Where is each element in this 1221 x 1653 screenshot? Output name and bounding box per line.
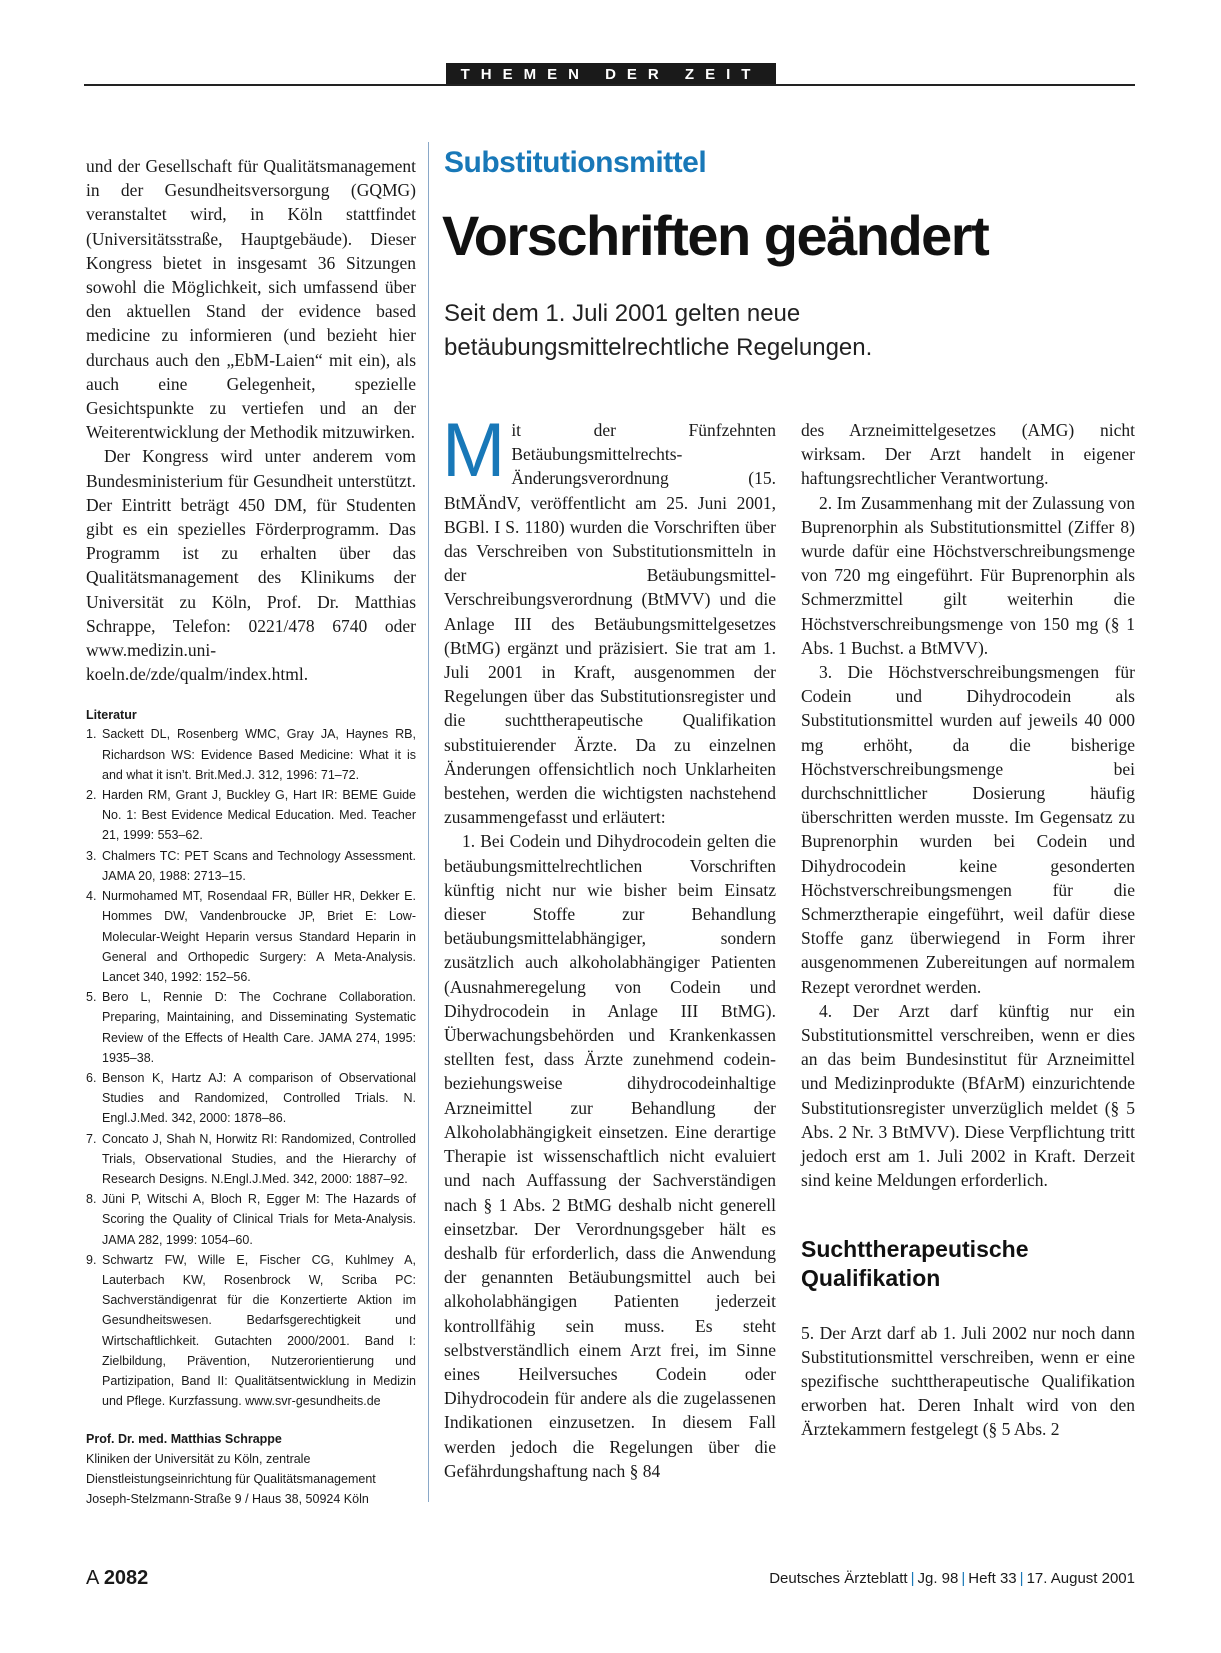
right-paragraph-1: des Arzneimittelgesetzes (AMG) nicht wirksam. Der Arzt handelt in eigener haftungsrechtlicher Verantwortung. bbox=[801, 420, 1135, 489]
literature-text: Schwartz FW, Wille E, Fischer CG, Kuhlmey A, Lauterbach KW, Rosenbrock W, Scriba PC: Sachverständigenrat für die Konzertierte Aktion im Gesundheitswesen. Bedarfsgerechtigkeit und Wirtschaftlichkeit. Gutachten 2000/2001. Band I: Zielbildung, Prävention, Nutzerorientierung und Partizipation, Band II: Qualitätsentwicklung in Medizin und Pflege. Kurzfassung. www.svr-gesundheits.de bbox=[102, 1252, 416, 1409]
literature-text: Nurmohamed MT, Rosendaal FR, Büller HR, Dekker E. Hommes DW, Vandenbroucke JP, Briet E: Low-Molecular-Weight Heparin versus Standard Heparin in General and Orthopedic Surgery: A Meta-Analysis. Lancet 340, 1992: 152–56. bbox=[102, 889, 416, 984]
right-paragraph-4: 4. Der Arzt darf künftig nur ein Substitutionsmittel verschreiben, wenn er dies an das beim Bundesinstitut für Arzneimittel und Medizinprodukte (BfArM) einzurichtende Substitutionsregister unverzüglich meldet (§ 5 Abs. 2 Nr. 3 BtMVV). Diese Verpflichtung tritt jedoch erst am 1. Juli 2002 in Kraft. Derzeit sind keine Meldungen erforderlich. bbox=[801, 1000, 1135, 1191]
literature-number: 1. bbox=[86, 727, 97, 742]
literature-item bbox=[86, 1250, 416, 1412]
left-body-text bbox=[86, 154, 416, 686]
page-prefix: A bbox=[86, 1567, 99, 1589]
separator: | bbox=[1019, 1570, 1024, 1587]
left-paragraph-1: und der Gesellschaft für Qualitätsmanagement in der Gesundheitsversorgung (GQMG) veranstaltet wird, in Köln stattfindet (Universitätsstraße, Hauptgebäude). Dieser Kongress bietet in insgesamt 36 Sitzungen sowohl die Möglichkeit, sich umfassend über den aktuellen Stand der evidence based medicine zu informieren (und bezieht hier durchaus auch den „EbM-Laien“ mit ein), als auch eine Gelegenheit, spezielle Gesichtspunkte zu vertiefen und an der Weiterentwicklung der Methodik mitzuwirken. bbox=[86, 156, 416, 443]
literature-number: 8. bbox=[86, 1192, 97, 1207]
drop-cap: M bbox=[442, 408, 506, 493]
journal-volume: Jg. 98 bbox=[917, 1570, 959, 1587]
mid-paragraph-2: 1. Bei Codein und Dihydrocodein gelten die betäubungsmittelrechtlichen Vorschriften künftig nicht nur wie bisher beim Einsatz dieser Stoffe zur Behandlung betäubungsmittelabhängiger, sondern zusätzlich auch alkoholabhängiger Patienten (Ausnahmeregelung von Codein und Dihydrocodein in Anlage III BtMG). Überwachungsbehörden und Krankenkassen stellten fest, dass Ärzte zunehmend codein- beziehungsweise dihydrocodeinhaltige Arzneimittel zur Behandlung der Alkoholabhängigkeit einsetzen. Eine derartige Therapie ist wissenschaftlich nicht evaluiert und nach Auffassung der Sachverständigen nach § 1 Abs. 2 BtMG deshalb nicht generell einsetzbar. Der Verordnungsgeber hält es deshalb für erforderlich, dass die Anwendung der genannten Betäubungsmittel auch bei alkoholabhängigen Patienten jederzeit kontrollfähig sein muss. Es steht selbstverständlich einem Arzt frei, im Sinne eines Heilversuches Codein oder Dihydrocodein für andere als die zugelassenen Indikationen einzusetzen. In diesem Fall werden jedoch die Regelungen über die Gefährdungshaftung nach § 84 bbox=[444, 831, 776, 1481]
literature-text: Sackett DL, Rosenberg WMC, Gray JA, Haynes RB, Richardson WS: Evidence Based Medicine: What it is and what it isn’t. Brit.Med.J. 312, 1996: 71–72. bbox=[102, 727, 416, 782]
literature-text: Harden RM, Grant J, Buckley G, Hart IR: BEME Guide No. 1: Best Evidence Medical Education. Med. Teacher 21, 1999: 553–62. bbox=[102, 788, 416, 843]
literature-heading: Literatur bbox=[86, 708, 137, 723]
literature-item bbox=[86, 846, 416, 886]
literature-number: 4. bbox=[86, 889, 97, 904]
section-banner: THEMEN DER ZEIT bbox=[446, 63, 776, 86]
literature-text: Benson K, Hartz AJ: A comparison of Observational Studies and Randomized, Controlled Trials. N. Engl.J.Med. 342, 2000: 1878–86. bbox=[102, 1070, 416, 1126]
separator: | bbox=[961, 1570, 966, 1587]
page-number-value: 2082 bbox=[103, 1567, 149, 1589]
literature-item bbox=[86, 1129, 416, 1190]
left-paragraph-2: Der Kongress wird unter anderem vom Bundesministerium für Gesundheit unterstützt. Der Eintritt beträgt 450 DM, für Studenten gibt es ein spezielles Förderprogramm. Das Programm ist zu erhalten über das Qualitätsmanagement des Klinikums der Universität zu Köln, Prof. Dr. Matthias Schrappe, Telefon: 0221/478 6740 oder www.medizin.uni-koeln.de/zde/qualm/index.html. bbox=[86, 446, 416, 685]
literature-item bbox=[86, 987, 416, 1068]
article-kicker: Substitutionsmittel bbox=[444, 146, 707, 179]
literature-text: Jüni P, Witschi A, Bloch R, Egger M: The Hazards of Scoring the Quality of Clinical Trials for Meta-Analysis. JAMA 282, 1999: 1054–60. bbox=[102, 1192, 416, 1247]
literature-number: 7. bbox=[86, 1131, 97, 1146]
article-lead: Seit dem 1. Juli 2001 gelten neue betäubungsmittelrechtliche Regelungen. bbox=[444, 300, 873, 361]
literature-number: 6. bbox=[86, 1070, 97, 1085]
literature-number: 3. bbox=[86, 848, 97, 863]
author-address: Joseph-Stelzmann-Straße 9 / Haus 38, 50924 Köln bbox=[86, 1492, 369, 1507]
middle-column bbox=[442, 408, 776, 1483]
literature-item bbox=[86, 1068, 416, 1129]
journal-info bbox=[769, 1570, 1135, 1587]
right-column bbox=[801, 418, 1135, 1442]
left-column bbox=[86, 154, 416, 1509]
literature-text: Bero L, Rennie D: The Cochrane Collaboration. Preparing, Maintaining, and Disseminating Systematic Review of the Effects of Health Care. JAMA 274, 1995: 1935–38. bbox=[102, 990, 416, 1065]
literature-text: Chalmers TC: PET Scans and Technology Assessment. JAMA 20, 1988: 2713–15. bbox=[102, 848, 416, 883]
separator: | bbox=[910, 1570, 915, 1587]
article-title: Vorschriften geändert bbox=[442, 204, 989, 267]
literature-item bbox=[86, 724, 416, 785]
right-paragraph-2: 2. Im Zusammenhang mit der Zulassung von Buprenorphin als Substitutionsmittel (Ziffer 8) wurde dafür eine Höchstverschreibungsmenge von 720 mg eingeführt. Für Buprenorphin als Schmerzmittel gilt weiterhin die Höchstverschreibungsmenge von 150 mg (§ 1 Abs. 1 Buchst. a BtMVV). bbox=[801, 492, 1135, 658]
right-paragraph-3: 3. Die Höchstverschreibungsmengen für Codein und Dihydrocodein als Substitutionsmittel wurden auf jeweils 40 000 mg erhöht, da die bisherige Höchstverschreibungsmenge bei durchschnittlicher Dosierung häufig überschritten werden musste. Im Gegensatz zu Buprenorphin wurden bei Codein und Dihydrocodein keine gesonderten Höchstverschreibungsmengen für die Schmerztherapie eingeführt, weil dafür diese Stoffe ganz überwiegend in Form ihrer ausgenommenen Zubereitungen auf normalem Rezept verordnet werden. bbox=[801, 662, 1135, 997]
column-divider bbox=[428, 142, 429, 1502]
literature-list bbox=[86, 724, 416, 1411]
journal-name: Deutsches Ärzteblatt bbox=[769, 1570, 908, 1587]
author-name: Prof. Dr. med. Matthias Schrappe bbox=[86, 1432, 282, 1447]
header-rule bbox=[84, 84, 1135, 86]
section-subheading: Suchttherapeutische Qualifikation bbox=[801, 1235, 1029, 1291]
author-affiliation: Kliniken der Universität zu Köln, zentrale Dienstleistungseinrichtung für Qualitätsmanagement bbox=[86, 1452, 376, 1487]
journal-issue: Heft 33 bbox=[968, 1570, 1017, 1587]
page-number bbox=[86, 1567, 148, 1590]
journal-date: 17. August 2001 bbox=[1026, 1570, 1135, 1587]
literature-text: Concato J, Shah N, Horwitz RI: Randomized, Controlled Trials, Observational Studies, and the Hierarchy of Research Designs. N.Engl.J.Med. 342, 2000: 1887–92. bbox=[102, 1131, 416, 1186]
author-block bbox=[86, 1429, 416, 1509]
right-paragraph-5: 5. Der Arzt darf ab 1. Juli 2002 nur noch dann Substitutionsmittel verschreiben, wenn er eine spezifische suchttherapeutische Qualifikation erworben hat. Deren Inhalt wird von den Ärztekammern festgelegt (§ 5 Abs. 2 bbox=[801, 1322, 1135, 1440]
literature-item bbox=[86, 1189, 416, 1250]
literature-item bbox=[86, 886, 416, 987]
mid-paragraph-1 bbox=[442, 408, 776, 829]
mid-paragraph-1-text: it der Fünfzehnten Betäubungsmittelrechts-Änderungsverordnung (15. BtMÄndV, veröffentlicht am 25. Juni 2001, BGBl. I S. 1180) wurden die Vorschriften über das Verschreiben von Substitutionsmitteln in der Betäubungsmittel-Verschreibungsverordnung (BtMVV) und die Anlage III des Betäubungsmittelgesetzes (BtMG) ergänzt und präzisiert. Sie trat am 1. Juli 2001 in Kraft, ausgenommen der Regelungen über das Substitutionsregister und die suchttherapeutische Qualifikation substituierender Ärzte. Da zu einzelnen Änderungen offensichtlich noch Unklarheiten bestehen, werden die wichtigsten nachstehend zusammengefasst und erläutert: bbox=[444, 420, 776, 828]
literature-number: 9. bbox=[86, 1252, 97, 1267]
literature-number: 2. bbox=[86, 788, 97, 803]
literature-number: 5. bbox=[86, 990, 97, 1005]
literature-item bbox=[86, 785, 416, 846]
